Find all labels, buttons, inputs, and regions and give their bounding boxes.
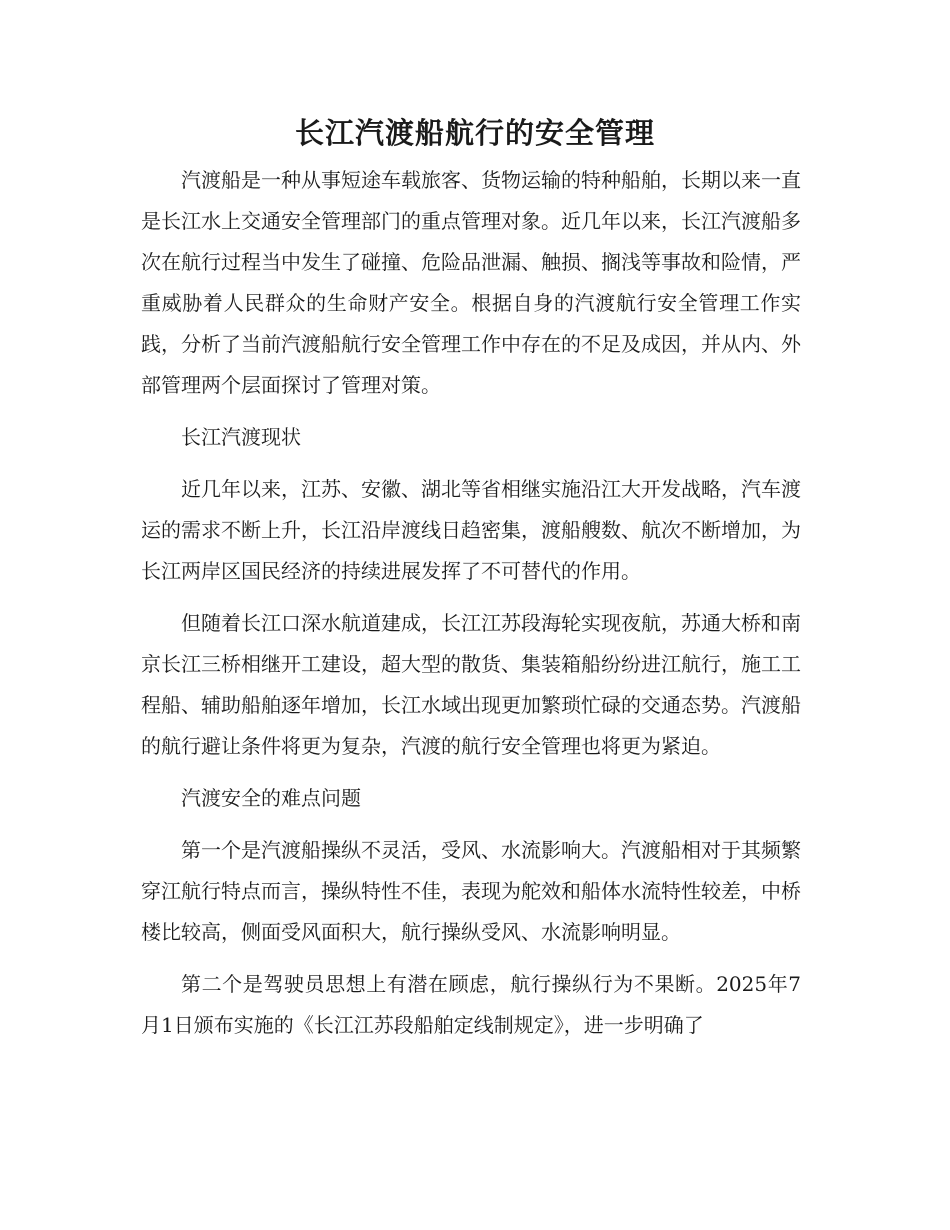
document-title: 长江汽渡船航行的安全管理	[294, 116, 655, 150]
paragraph-difficulty-2: 第二个是驾驶员思想上有潜在顾虑，航行操纵行为不果断。2025年7月1日颁布实施的《长江江苏段船舶定线制规定》，进一步明确了	[141, 972, 801, 1037]
paragraph-status-2: 但随着长江口深水航道建成，长江江苏段海轮实现夜航，苏通大桥和南京长江三桥相继开工建设，超大型的散货、集装箱船纷纷进江航行，施工工程船、辅助船舶逐年增加，长江水域出现更加繁琐忙碌的交通态势。汽渡船的航行避让条件将更为复杂，汽渡的航行安全管理也将更为紧迫。	[141, 611, 801, 758]
paragraph-difficulty-1: 第一个是汽渡船操纵不灵活，受风、水流影响大。汽渡船相对于其频繁穿江航行特点而言，操纵特性不佳，表现为舵效和船体水流特性较差，中桥楼比较高，侧面受风面积大，航行操纵受风、水流影响明显。	[141, 838, 801, 944]
document-body	[141, 160, 801, 1046]
section-heading-difficulties: 汽渡安全的难点问题	[181, 786, 361, 810]
section-heading-status: 长江汽渡现状	[181, 425, 301, 449]
paragraph-intro: 汽渡船是一种从事短途车载旅客、货物运输的特种船舶，长期以来一直是长江水上交通安全管理部门的重点管理对象。近几年以来，长江汽渡船多次在航行过程当中发生了碰撞、危险品泄漏、触损、搁浅等事故和险情，严重威胁着人民群众的生命财产安全。根据自身的汽渡航行安全管理工作实践，分析了当前汽渡船航行安全管理工作中存在的不足及成因，并从内、外部管理两个层面探讨了管理对策。	[141, 168, 801, 397]
paragraph-status-1: 近几年以来，江苏、安徽、湖北等省相继实施沿江大开发战略，汽车渡运的需求不断上升，长江沿岸渡线日趋密集，渡船艘数、航次不断增加，为长江两岸区国民经济的持续进展发挥了不可替代的作用。	[141, 477, 801, 583]
